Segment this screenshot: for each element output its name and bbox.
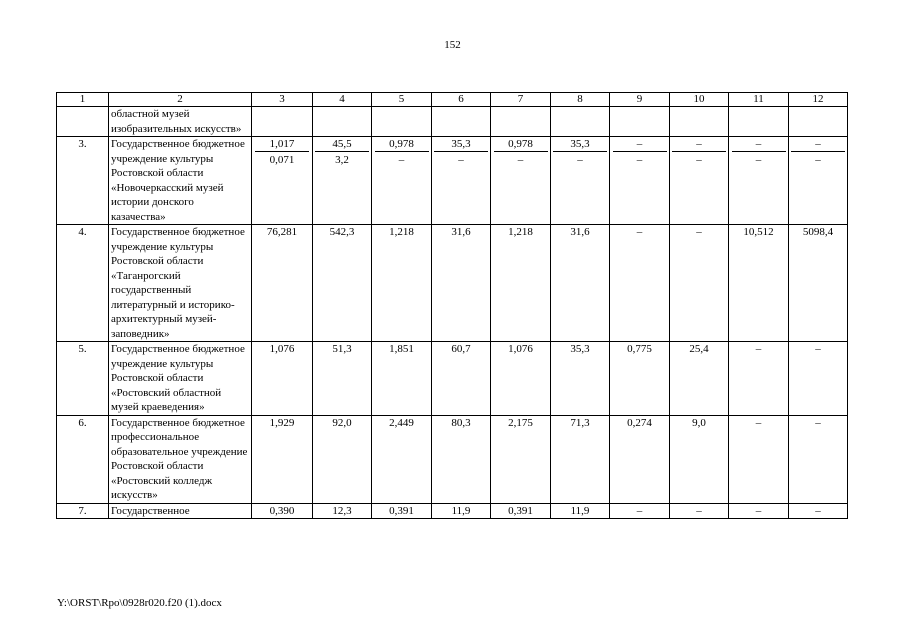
sub-row-divider — [255, 151, 309, 152]
institution-name: Государственное бюджетное профессиональное образовательное учреждение Ростовской области «Ростовский колледж искусств» — [109, 415, 252, 503]
value-text: 45,5 — [332, 138, 352, 150]
value-cell — [372, 107, 432, 137]
column-number: 3 — [252, 93, 313, 107]
value-text: 542,3 — [329, 226, 355, 238]
value-cell — [432, 415, 491, 503]
value-text: 0,071 — [269, 153, 295, 166]
value-cell — [789, 107, 848, 137]
value-text: 11,9 — [451, 504, 471, 517]
value-text: 5098,4 — [802, 226, 834, 238]
value-text: 35,3 — [570, 138, 590, 150]
value-cell — [252, 503, 313, 519]
value-text: 60,7 — [451, 343, 471, 355]
value-text: 0,978 — [508, 138, 533, 150]
value-cell — [432, 503, 491, 519]
value-cell — [729, 107, 789, 137]
value-text: – — [815, 504, 821, 517]
sub-row-divider — [494, 151, 548, 152]
value-text: 12,3 — [332, 504, 352, 517]
value-text: – — [755, 138, 762, 150]
value-cell — [313, 342, 372, 416]
value-cell — [729, 342, 789, 416]
sub-row-divider — [553, 151, 607, 152]
value-text: – — [636, 504, 643, 517]
value-text: – — [517, 153, 524, 166]
value-cell — [551, 503, 610, 519]
value-text: 76,281 — [266, 226, 298, 238]
value-text: 1,218 — [508, 226, 533, 238]
table-row — [57, 415, 848, 503]
sub-row-divider — [791, 151, 845, 152]
value-text: 2,449 — [389, 416, 414, 429]
value-text: – — [458, 153, 464, 166]
table-row — [57, 225, 848, 342]
row-number: 5. — [57, 342, 109, 416]
value-text: – — [636, 138, 643, 150]
value-cell — [670, 503, 729, 519]
column-number: 7 — [491, 93, 551, 107]
value-cell — [313, 225, 372, 342]
value-cell — [729, 137, 789, 225]
value-text: – — [636, 153, 643, 166]
value-text: 10,512 — [743, 226, 774, 238]
value-cell — [551, 137, 610, 225]
value-text: – — [815, 416, 821, 429]
institution-name: Государственное — [109, 503, 252, 519]
institution-name: областной музей изобразительных искусств» — [109, 107, 252, 137]
value-text: 1,851 — [389, 343, 414, 355]
sub-row-divider — [672, 151, 726, 152]
row-number — [57, 107, 109, 137]
value-cell — [491, 225, 551, 342]
value-cell — [789, 225, 848, 342]
value-text: – — [696, 153, 702, 166]
institution-name: Государственное бюджетное учреждение культуры Ростовской области «Ростовский областной музей краеведения» — [109, 342, 252, 416]
value-cell — [610, 107, 670, 137]
column-number: 12 — [789, 93, 848, 107]
value-text: 35,3 — [451, 138, 471, 150]
row-number: 7. — [57, 503, 109, 519]
table-header-row — [57, 93, 848, 107]
value-cell — [670, 415, 729, 503]
institution-name: Государственное бюджетное учреждение культуры Ростовской области «Новочеркасский музей истории донского казачества» — [109, 137, 252, 225]
value-cell — [252, 137, 313, 225]
value-text: – — [815, 343, 821, 355]
column-number: 4 — [313, 93, 372, 107]
value-text: 1,017 — [269, 138, 295, 150]
file-path-footer: Y:\ORST\Rpo\0928r020.f20 (1).docx — [57, 597, 222, 609]
value-text: 80,3 — [451, 416, 471, 429]
value-cell — [432, 342, 491, 416]
table-row — [57, 342, 848, 416]
value-cell — [610, 415, 670, 503]
value-cell — [610, 225, 670, 342]
value-cell — [432, 225, 491, 342]
value-text: 51,3 — [332, 343, 352, 355]
value-text: – — [577, 153, 583, 166]
value-text: – — [398, 153, 405, 166]
column-number: 1 — [57, 93, 109, 107]
value-text: 9,0 — [692, 416, 706, 429]
value-text: 0,391 — [508, 504, 533, 517]
sub-row-divider — [613, 151, 667, 152]
value-text: 31,6 — [451, 226, 471, 238]
value-cell — [432, 107, 491, 137]
value-cell — [789, 137, 848, 225]
value-cell — [610, 137, 670, 225]
value-cell — [491, 137, 551, 225]
value-cell — [491, 342, 551, 416]
value-cell — [491, 107, 551, 137]
column-number: 2 — [109, 93, 252, 107]
column-number: 5 — [372, 93, 432, 107]
value-text: 25,4 — [689, 343, 709, 355]
value-cell — [729, 225, 789, 342]
column-number: 11 — [729, 93, 789, 107]
value-text: 35,3 — [570, 343, 590, 355]
value-cell — [551, 107, 610, 137]
institution-name: Государственное бюджетное учреждение культуры Ростовской области «Таганрогский государственный литературный и историко-архитектурный музей-заповедник» — [109, 225, 252, 342]
value-cell — [789, 415, 848, 503]
value-text: 3,2 — [335, 153, 349, 166]
value-cell — [252, 225, 313, 342]
value-text: 0,390 — [269, 504, 295, 517]
value-text: – — [696, 504, 702, 517]
column-number: 8 — [551, 93, 610, 107]
value-cell — [313, 415, 372, 503]
value-cell — [313, 107, 372, 137]
value-cell — [372, 342, 432, 416]
value-cell — [432, 137, 491, 225]
value-text: 1,076 — [269, 343, 295, 355]
value-cell — [372, 415, 432, 503]
value-cell — [551, 225, 610, 342]
value-cell — [670, 225, 729, 342]
value-text: – — [696, 138, 702, 150]
value-cell — [729, 503, 789, 519]
value-cell — [252, 342, 313, 416]
value-text: – — [755, 416, 762, 429]
value-text: 2,175 — [508, 416, 533, 429]
table-row — [57, 137, 848, 225]
value-cell — [670, 137, 729, 225]
value-cell — [372, 225, 432, 342]
table-row — [57, 503, 848, 519]
row-number: 3. — [57, 137, 109, 225]
value-text: 1,929 — [269, 416, 295, 429]
value-text: 1,218 — [389, 226, 414, 238]
value-cell — [491, 415, 551, 503]
value-cell — [551, 342, 610, 416]
value-text: – — [636, 226, 643, 238]
value-text: 0,274 — [627, 416, 652, 429]
value-cell — [551, 415, 610, 503]
value-cell — [313, 137, 372, 225]
table-row — [57, 107, 848, 137]
value-cell — [729, 415, 789, 503]
value-text: – — [815, 138, 821, 150]
value-text: 0,978 — [389, 138, 414, 150]
value-text: 11,9 — [570, 504, 590, 517]
sub-row-divider — [315, 151, 369, 152]
value-cell — [313, 503, 372, 519]
value-text: – — [755, 153, 762, 166]
value-cell — [372, 137, 432, 225]
value-cell — [610, 503, 670, 519]
row-number: 4. — [57, 225, 109, 342]
value-text: 31,6 — [570, 226, 590, 238]
column-number: 9 — [610, 93, 670, 107]
sub-row-divider — [434, 151, 488, 152]
value-text: 0,391 — [389, 504, 414, 517]
value-text: 92,0 — [332, 416, 352, 429]
value-text: – — [755, 504, 762, 517]
sub-row-divider — [732, 151, 786, 152]
value-text: – — [815, 153, 821, 166]
value-cell — [670, 342, 729, 416]
value-text: – — [755, 343, 762, 355]
value-cell — [372, 503, 432, 519]
value-cell — [491, 503, 551, 519]
value-cell — [252, 415, 313, 503]
row-number: 6. — [57, 415, 109, 503]
sub-row-divider — [375, 151, 429, 152]
value-cell — [789, 342, 848, 416]
page-number: 152 — [444, 39, 461, 51]
value-cell — [670, 107, 729, 137]
value-text: 71,3 — [570, 416, 590, 429]
value-cell — [610, 342, 670, 416]
value-cell — [789, 503, 848, 519]
value-text: – — [696, 226, 702, 238]
data-table — [56, 92, 848, 519]
value-text: 1,076 — [508, 343, 533, 355]
column-number: 6 — [432, 93, 491, 107]
value-text: 0,775 — [627, 343, 652, 355]
column-number: 10 — [670, 93, 729, 107]
value-cell — [252, 107, 313, 137]
